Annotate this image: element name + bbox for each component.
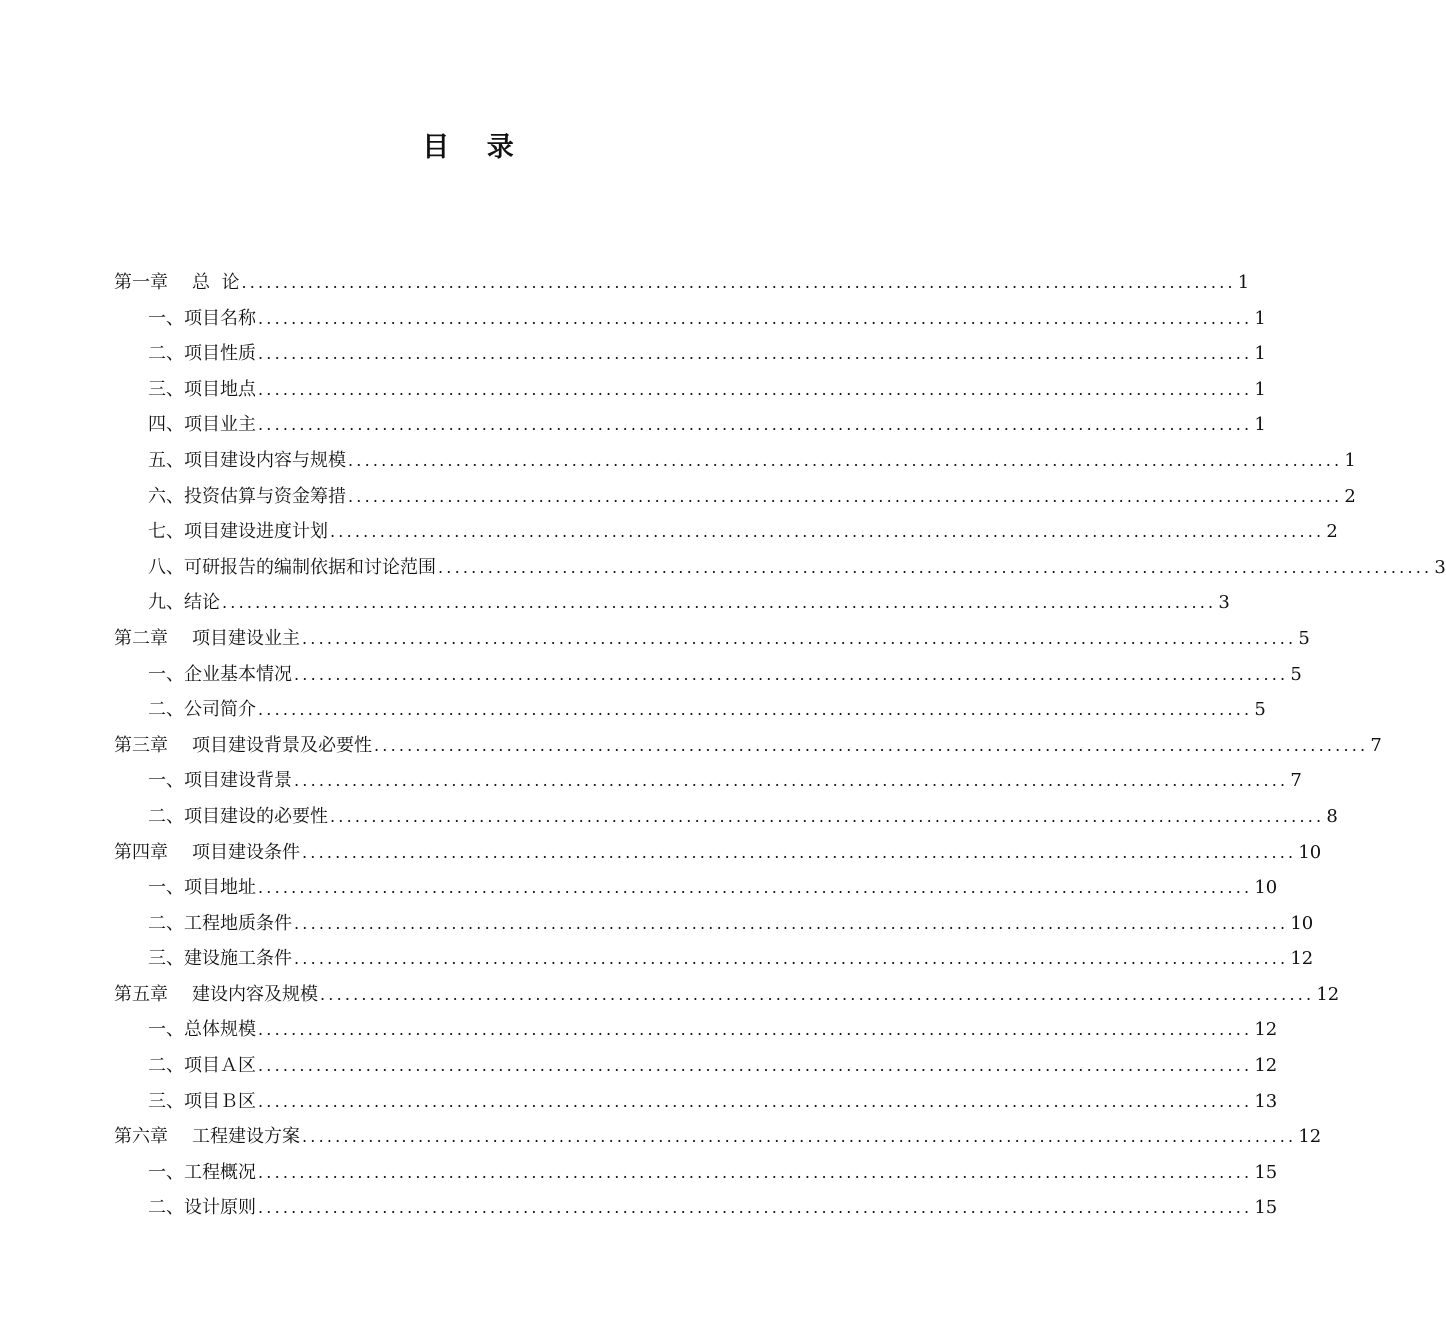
toc-dot-leader: ........................................................................................................................	[294, 913, 1289, 933]
toc-dot-leader: ........................................................................................................................	[294, 771, 1289, 791]
toc-section-entry[interactable]	[114, 763, 1302, 799]
toc-entry-text: 三、建设施工条件	[148, 948, 292, 970]
toc-dot-leader: ........................................................................................................................	[320, 984, 1315, 1004]
toc-entry-label	[148, 657, 292, 693]
toc-section-entry[interactable]	[114, 372, 1266, 408]
toc-page-number: 15	[1254, 1161, 1278, 1183]
table-of-contents	[114, 265, 1446, 1226]
toc-entry-text: 项目建设业主	[192, 627, 300, 649]
toc-section-entry[interactable]	[114, 941, 1314, 977]
toc-section-entry[interactable]	[114, 1084, 1278, 1120]
toc-entry-label	[148, 479, 346, 515]
toc-dot-leader: ........................................................................................................................	[438, 557, 1433, 577]
toc-dot-leader: ........................................................................................................................	[374, 735, 1369, 755]
toc-page-number: 12	[1254, 1055, 1278, 1077]
toc-entry-text: 一、企业基本情况	[148, 663, 292, 685]
toc-section-entry[interactable]	[114, 514, 1338, 550]
toc-entry-text: 建设内容及规模	[192, 983, 318, 1005]
toc-entry-text: 二、项目性质	[148, 343, 256, 365]
toc-section-entry[interactable]	[114, 692, 1266, 728]
toc-page-number: 1	[1254, 414, 1266, 436]
toc-chapter-number: 第六章	[114, 1126, 168, 1148]
toc-section-entry[interactable]	[114, 301, 1266, 337]
toc-page-number: 3	[1218, 592, 1230, 614]
toc-dot-leader: ........................................................................................................................	[258, 308, 1253, 328]
toc-dot-leader: ........................................................................................................................	[241, 273, 1236, 292]
toc-page-number: 10	[1254, 877, 1278, 899]
toc-dot-leader: ........................................................................................................................	[258, 415, 1253, 435]
toc-page-number: 15	[1254, 1197, 1278, 1219]
toc-page-number: 5	[1254, 699, 1266, 721]
toc-entry-label	[148, 407, 256, 443]
toc-entry-label	[114, 265, 239, 301]
toc-entry-label	[148, 550, 436, 586]
toc-entry-text: 四、项目业主	[148, 414, 256, 436]
toc-chapter-entry[interactable]	[114, 621, 1310, 657]
toc-page-number: 1	[1344, 449, 1356, 471]
toc-page-number: 1	[1254, 378, 1266, 400]
toc-chapter-entry[interactable]	[114, 265, 1250, 301]
toc-page-number: 5	[1290, 663, 1302, 685]
toc-entry-text: 三、项目Ｂ区	[148, 1090, 256, 1112]
toc-entry-text: 一、项目名称	[148, 307, 256, 329]
toc-chapter-entry[interactable]	[114, 728, 1382, 764]
toc-dot-leader: ........................................................................................................................	[302, 1127, 1297, 1147]
toc-entry-text: 一、项目建设背景	[148, 770, 292, 792]
toc-chapter-number: 第四章	[114, 841, 168, 863]
toc-entry-text: 五、项目建设内容与规模	[148, 449, 346, 471]
toc-section-entry[interactable]	[114, 1155, 1278, 1191]
toc-page-number: 1	[1254, 343, 1266, 365]
toc-entry-label	[148, 1084, 256, 1120]
toc-entry-label	[114, 1119, 300, 1155]
toc-dot-leader: ........................................................................................................................	[348, 450, 1343, 470]
toc-page-number: 2	[1344, 485, 1356, 507]
toc-entry-label	[148, 301, 256, 337]
toc-section-entry[interactable]	[114, 906, 1314, 942]
toc-chapter-entry[interactable]	[114, 835, 1322, 871]
toc-entry-text: 九、结论	[148, 592, 220, 614]
toc-dot-leader: ........................................................................................................................	[258, 344, 1253, 364]
toc-page-number: 10	[1298, 841, 1322, 863]
toc-entry-label	[148, 906, 292, 942]
toc-dot-leader: ........................................................................................................................	[294, 664, 1289, 684]
toc-dot-leader: ........................................................................................................................	[258, 1056, 1253, 1076]
toc-chapter-number: 第一章	[114, 272, 168, 293]
toc-dot-leader: ........................................................................................................................	[222, 593, 1217, 613]
toc-entry-text: 项目建设背景及必要性	[192, 734, 372, 756]
toc-entry-text: 一、总体规模	[148, 1019, 256, 1041]
toc-section-entry[interactable]	[114, 870, 1278, 906]
toc-dot-leader: ........................................................................................................................	[302, 628, 1297, 648]
toc-chapter-entry[interactable]	[114, 1119, 1322, 1155]
toc-section-entry[interactable]	[114, 479, 1356, 515]
toc-entry-text: 总 论	[192, 272, 240, 293]
toc-entry-text: 六、投资估算与资金筹措	[148, 485, 346, 507]
toc-chapter-entry[interactable]	[114, 977, 1340, 1013]
toc-entry-label	[148, 941, 292, 977]
toc-entry-label	[148, 1048, 256, 1084]
toc-entry-label	[148, 1190, 256, 1226]
toc-dot-leader: ........................................................................................................................	[294, 949, 1289, 969]
toc-page-number: 1	[1237, 272, 1250, 293]
toc-dot-leader: ........................................................................................................................	[258, 1091, 1253, 1111]
toc-dot-leader: ........................................................................................................................	[258, 700, 1253, 720]
toc-section-entry[interactable]	[114, 657, 1302, 693]
toc-section-entry[interactable]	[114, 1190, 1278, 1226]
toc-entry-text: 三、项目地点	[148, 378, 256, 400]
toc-dot-leader: ........................................................................................................................	[258, 1020, 1253, 1040]
toc-page-number: 7	[1370, 734, 1382, 756]
toc-dot-leader: ........................................................................................................................	[258, 878, 1253, 898]
toc-page-number: 12	[1316, 983, 1340, 1005]
toc-entry-text: 八、可研报告的编制依据和讨论范围	[148, 556, 436, 578]
toc-page-number: 12	[1254, 1019, 1278, 1041]
toc-entry-label	[148, 585, 220, 621]
toc-entry-label	[148, 1012, 256, 1048]
toc-entry-label	[148, 1155, 256, 1191]
toc-chapter-number: 第二章	[114, 627, 168, 649]
toc-entry-text: 一、项目地址	[148, 877, 256, 899]
toc-page-number: 2	[1326, 521, 1338, 543]
toc-entry-label	[148, 799, 328, 835]
toc-page-number: 7	[1290, 770, 1302, 792]
toc-entry-text: 项目建设条件	[192, 841, 300, 863]
toc-dot-leader: ........................................................................................................................	[258, 1162, 1253, 1182]
toc-page-number: 13	[1254, 1090, 1278, 1112]
toc-section-entry[interactable]	[114, 443, 1356, 479]
toc-entry-label	[148, 372, 256, 408]
toc-section-entry[interactable]	[114, 585, 1230, 621]
toc-entry-label	[114, 977, 318, 1013]
toc-entry-label	[148, 336, 256, 372]
toc-dot-leader: ........................................................................................................................	[348, 486, 1343, 506]
toc-section-entry[interactable]	[114, 336, 1266, 372]
toc-dot-leader: ........................................................................................................................	[302, 842, 1297, 862]
toc-section-entry[interactable]	[114, 799, 1338, 835]
toc-entry-text: 工程建设方案	[192, 1126, 300, 1148]
toc-entry-text: 一、工程概况	[148, 1161, 256, 1183]
toc-entry-text: 二、项目建设的必要性	[148, 805, 328, 827]
toc-chapter-number: 第三章	[114, 734, 168, 756]
toc-dot-leader: ........................................................................................................................	[258, 379, 1253, 399]
toc-section-entry[interactable]	[114, 1048, 1278, 1084]
toc-page-number: 10	[1290, 912, 1314, 934]
toc-dot-leader: ........................................................................................................................	[330, 806, 1325, 826]
toc-page-number: 5	[1298, 627, 1310, 649]
page-title: 目 录	[422, 132, 528, 163]
toc-entry-text: 二、设计原则	[148, 1197, 256, 1219]
toc-entry-text: 二、项目Ａ区	[148, 1055, 256, 1077]
toc-entry-label	[114, 835, 300, 871]
toc-page-number: 12	[1298, 1126, 1322, 1148]
toc-section-entry[interactable]	[114, 407, 1266, 443]
toc-dot-leader: ........................................................................................................................	[330, 522, 1325, 542]
toc-entry-text: 七、项目建设进度计划	[148, 521, 328, 543]
toc-page-number: 8	[1326, 805, 1338, 827]
toc-page-number: 3	[1434, 556, 1446, 578]
toc-entry-label	[114, 728, 372, 764]
toc-entry-label	[148, 763, 292, 799]
toc-entry-label	[114, 621, 300, 657]
toc-section-entry[interactable]	[114, 550, 1446, 586]
toc-dot-leader: ........................................................................................................................	[258, 1198, 1253, 1218]
toc-chapter-number: 第五章	[114, 983, 168, 1005]
toc-page-number: 12	[1290, 948, 1314, 970]
toc-page-number: 1	[1254, 307, 1266, 329]
toc-entry-label	[148, 870, 256, 906]
toc-entry-label	[148, 692, 256, 728]
toc-entry-label	[148, 443, 346, 479]
toc-entry-label	[148, 514, 328, 550]
toc-section-entry[interactable]	[114, 1012, 1278, 1048]
toc-entry-text: 二、公司简介	[148, 699, 256, 721]
toc-entry-text: 二、工程地质条件	[148, 912, 292, 934]
